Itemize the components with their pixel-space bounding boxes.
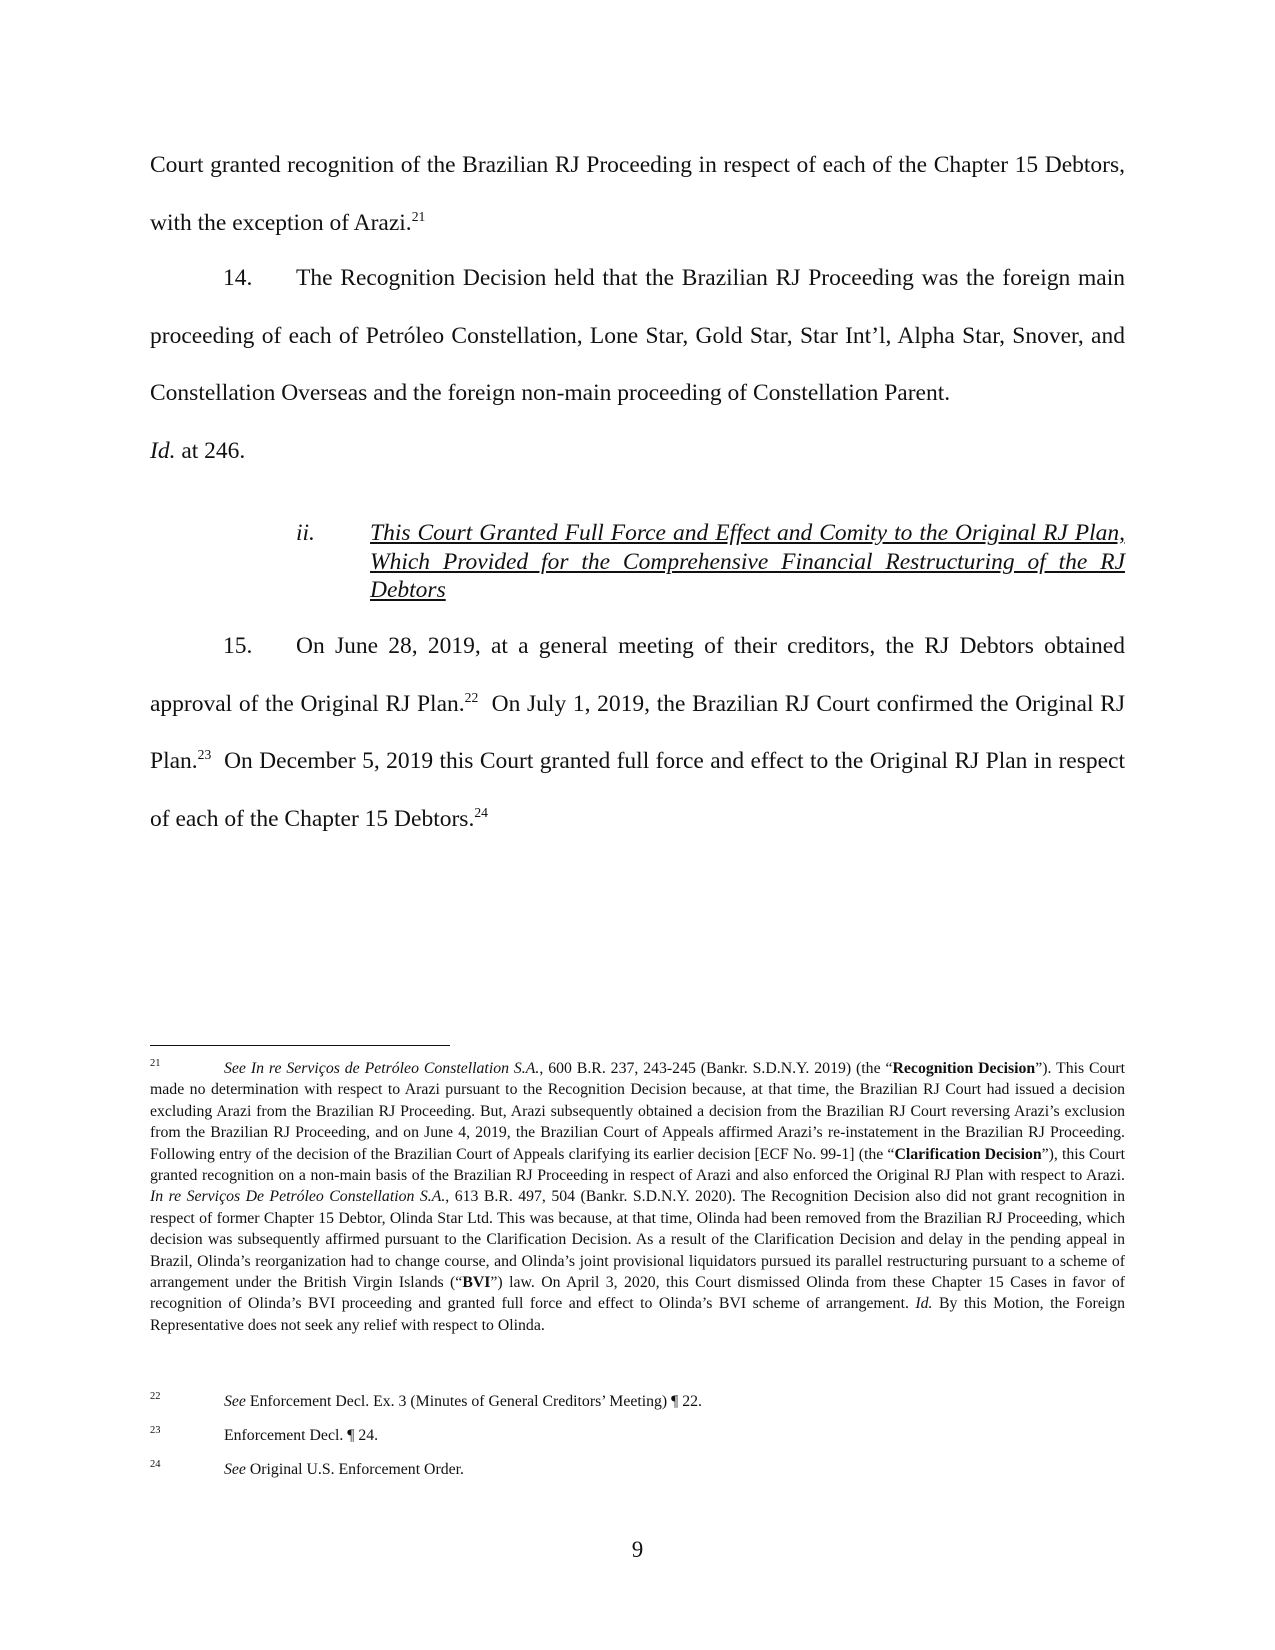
paragraph-continuation <box>150 137 1125 252</box>
heading-text: This Court Granted Full Force and Effect and Comity to the Original RJ Plan, Which Provided for the Comprehensive Financial Restructuring of the RJ Debtors <box>370 520 1125 603</box>
paragraph-text: Court granted recognition of the Brazilian RJ Proceeding in respect of each of the Chapter 15 Debtors, with the exception of Arazi. <box>150 152 1125 236</box>
paragraph-number: 14. <box>223 265 253 291</box>
footnote-24 <box>150 1459 1125 1480</box>
footnote-22 <box>150 1391 1125 1412</box>
paragraph-text: On July 1, 2019, the Brazilian RJ Court confirmed the Original RJ Plan. <box>150 690 1126 774</box>
footnote-21 <box>150 1058 1125 1336</box>
footnote-number: 21 <box>150 1058 161 1069</box>
footnote-citation: In re Serviços De Petróleo Constellation S.A. <box>150 1188 446 1206</box>
page-number: 9 <box>631 1537 644 1562</box>
footnote-ref-21[interactable]: 21 <box>411 208 426 224</box>
defined-term: BVI <box>462 1274 491 1292</box>
footnote-text: ”). This Court made no determination with respect to Arazi pursuant to the Recognition Decision because, at that time, the Brazilian RJ Court had issued a decision excluding Arazi from the Brazilian RJ Proceeding. But, Arazi subsequently obtained a decision from the Brazilian RJ Court reversing Arazi’s exclusion from the Brazilian RJ Proceeding, and on June 4, 2019, the Brazilian Court of Appeals affirmed Arazi’s re-instatement in the Brazilian RJ Proceeding. Following entry of the decision of the Brazilian Court of Appeals clarifying its earlier decision [ECF No. 99-1] (the “ <box>150 1060 1126 1163</box>
footnote-ref-23[interactable]: 23 <box>197 747 212 763</box>
citation-page: at 246. <box>175 437 246 464</box>
footnote-text: Enforcement Decl. Ex. 3 (Minutes of General Creditors’ Meeting) ¶ 22. <box>245 1393 702 1410</box>
paragraph-15 <box>150 618 1125 848</box>
paragraph-number: 15. <box>223 633 253 659</box>
footnote-ref-24[interactable]: 24 <box>474 804 488 820</box>
defined-term: Clarification Decision <box>894 1145 1042 1163</box>
footnote-separator <box>150 1045 450 1046</box>
paragraph-text: The Recognition Decision held that the Brazilian RJ Proceeding was the foreign main proceeding of each of Petróleo Constellation, Lone Star, Gold Star, Star Int’l, Alpha Star, Snover, and Constellation Overseas and the foreign non-main proceeding of Constellation Parent. <box>150 265 1125 406</box>
heading-numeral: ii. <box>296 520 315 546</box>
footnote-number: 22 <box>150 1391 161 1402</box>
paragraph-14 <box>150 250 1125 480</box>
citation-id: Id. <box>150 437 176 464</box>
footnote-ref-22[interactable]: 22 <box>464 689 479 705</box>
footnote-23 <box>150 1425 1125 1446</box>
footnote-text: By this Motion, the Foreign Representative does not seek any relief with respect to Olinda. <box>150 1295 1125 1334</box>
footnote-text: Enforcement Decl. ¶ 24. <box>224 1427 379 1444</box>
footnote-number: 23 <box>150 1425 161 1436</box>
footnote-text: ”), this Court granted recognition on a non-main basis of the Brazilian RJ Proceeding in respect of Arazi and also enforced the Original RJ Plan with respect to Arazi. <box>150 1145 1125 1185</box>
footnote-signal: See <box>224 1393 246 1410</box>
defined-term: Recognition Decision <box>892 1060 1036 1077</box>
footnote-citation: See In re Serviços de Petróleo Constellation S.A. <box>224 1060 540 1077</box>
footnote-text: ”) law. On April 3, 2020, this Court dismissed Olinda from these Chapter 15 Cases in favor of recognition of Olinda’s BVI proceeding and granted full force and effect to Olinda’s BVI scheme of arrangement. <box>150 1274 1125 1313</box>
footnote-text: , 613 B.R. 497, 504 (Bankr. S.D.N.Y. 2020). The Recognition Decision also did not grant recognition in respect of former Chapter 15 Debtor, Olinda Star Ltd. This was because, at that time, Olinda had been removed from the Brazilian RJ Proceeding, which decision was subsequently affirmed pursuant to the Clarification Decision. As a result of the Clarification Decision and delay in the pending appeal in Brazil, Olinda’s reorganization had to change course, and Olinda’s joint provisional liquidators pursued its parallel restructuring pursuant to a scheme of arrangement under the British Virgin Islands (“ <box>150 1188 1125 1292</box>
footnote-text: , 600 B.R. 237, 243-245 (Bankr. S.D.N.Y. 2019) (the “ <box>539 1060 893 1077</box>
paragraph-text: On June 28, 2019, at a general meeting of their creditors, the RJ Debtors obtained approval of the Original RJ Plan. <box>150 633 1125 717</box>
footnote-text: Original U.S. Enforcement Order. <box>245 1461 464 1478</box>
footnote-number: 24 <box>150 1459 161 1470</box>
footnote-citation: Id. <box>915 1295 933 1313</box>
paragraph-text: On December 5, 2019 this Court granted full force and effect to the Original RJ Plan in respect of each of the Chapter 15 Debtors. <box>150 748 1126 832</box>
footnote-signal: See <box>224 1461 246 1478</box>
